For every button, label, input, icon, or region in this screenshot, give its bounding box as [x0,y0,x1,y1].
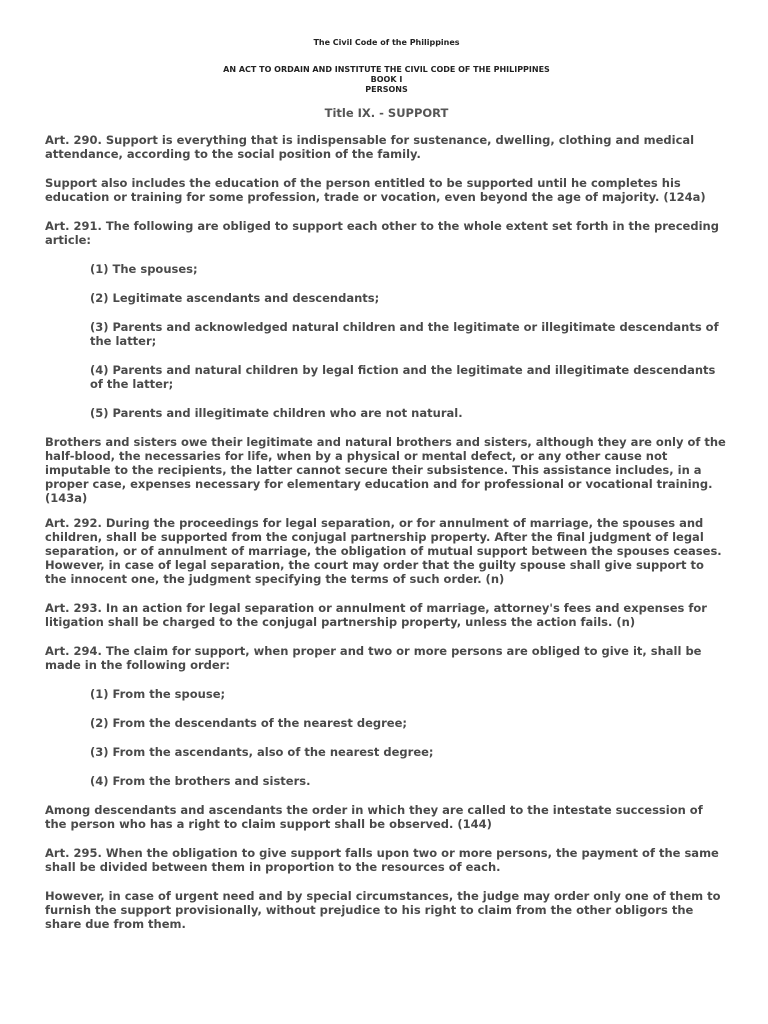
article-291-siblings: Brothers and sisters owe their legitimate and natural brothers and sisters, although they are only of the half-blood, the necessaries for life, when by a physical or mental defect, or any other cause not imputable to the recipients, the latter cannot secure their subsistence. This assistance includes, in a proper case, expenses necessary for elementary education and for professional or vocational training. (143a) [45,435,726,505]
list-item: (3) From the ascendants, also of the nearest degree; [90,745,434,759]
article-290-para2: Support also includes the education of the person entitled to be supported until he completes his education or training for some profession, trade or vocation, even beyond the age of majority. (124a) [45,176,706,204]
article-295: Art. 295. When the obligation to give support falls upon two or more persons, the payment of the same shall be divided between them in proportion to the resources of each. [45,846,719,874]
document-title: The Civil Code of the Philippines [313,38,460,47]
list-item: (2) Legitimate ascendants and descendants; [90,291,380,305]
list-item: (4) From the brothers and sisters. [90,774,311,788]
book-name: PERSONS [365,85,408,94]
list-item: (1) The spouses; [90,262,198,276]
article-294: Art. 294. The claim for support, when proper and two or more persons are obliged to give it, shall be made in the following order: [45,644,702,672]
list-item: (1) From the spouse; [90,687,226,701]
act-title: AN ACT TO ORDAIN AND INSTITUTE THE CIVIL CODE OF THE PHILIPPINES [223,65,550,74]
article-292: Art. 292. During the proceedings for legal separation, or for annulment of marriage, the spouses and children, shall be supported from the conjugal partnership property. After the final judgment of legal separation, or of annulment of marriage, the obligation of mutual support between the spouses ceases. However, in case of legal separation, the court may order that the guilty spouse shall give support to the innocent one, the judgment specifying the terms of such order. (n) [45,516,722,586]
article-295-para2: However, in case of urgent need and by special circumstances, the judge may order only one of them to furnish the support provisionally, without prejudice to his right to claim from the other obligors the share due from them. [45,889,721,931]
section-title: Title IX. - SUPPORT [324,106,449,120]
list-item: (3) Parents and acknowledged natural children and the legitimate or illegitimate descendants of the latter; [90,320,719,348]
article-290: Art. 290. Support is everything that is indispensable for sustenance, dwelling, clothing and medical attendance, according to the social position of the family. [45,133,695,161]
list-item: (4) Parents and natural children by legal fiction and the legitimate and illegitimate descendants of the latter; [90,363,716,391]
list-item: (5) Parents and illegitimate children who are not natural. [90,406,463,420]
article-294-succession: Among descendants and ascendants the order in which they are called to the intestate succession of the person who has a right to claim support shall be observed. (144) [45,803,703,831]
book-label: BOOK I [370,75,403,84]
article-291: Art. 291. The following are obliged to support each other to the whole extent set forth in the preceding article: [45,219,719,247]
list-item: (2) From the descendants of the nearest degree; [90,716,407,730]
article-293: Art. 293. In an action for legal separation or annulment of marriage, attorney's fees and expenses for litigation shall be charged to the conjugal partnership property, unless the action fails. (n) [45,601,707,629]
